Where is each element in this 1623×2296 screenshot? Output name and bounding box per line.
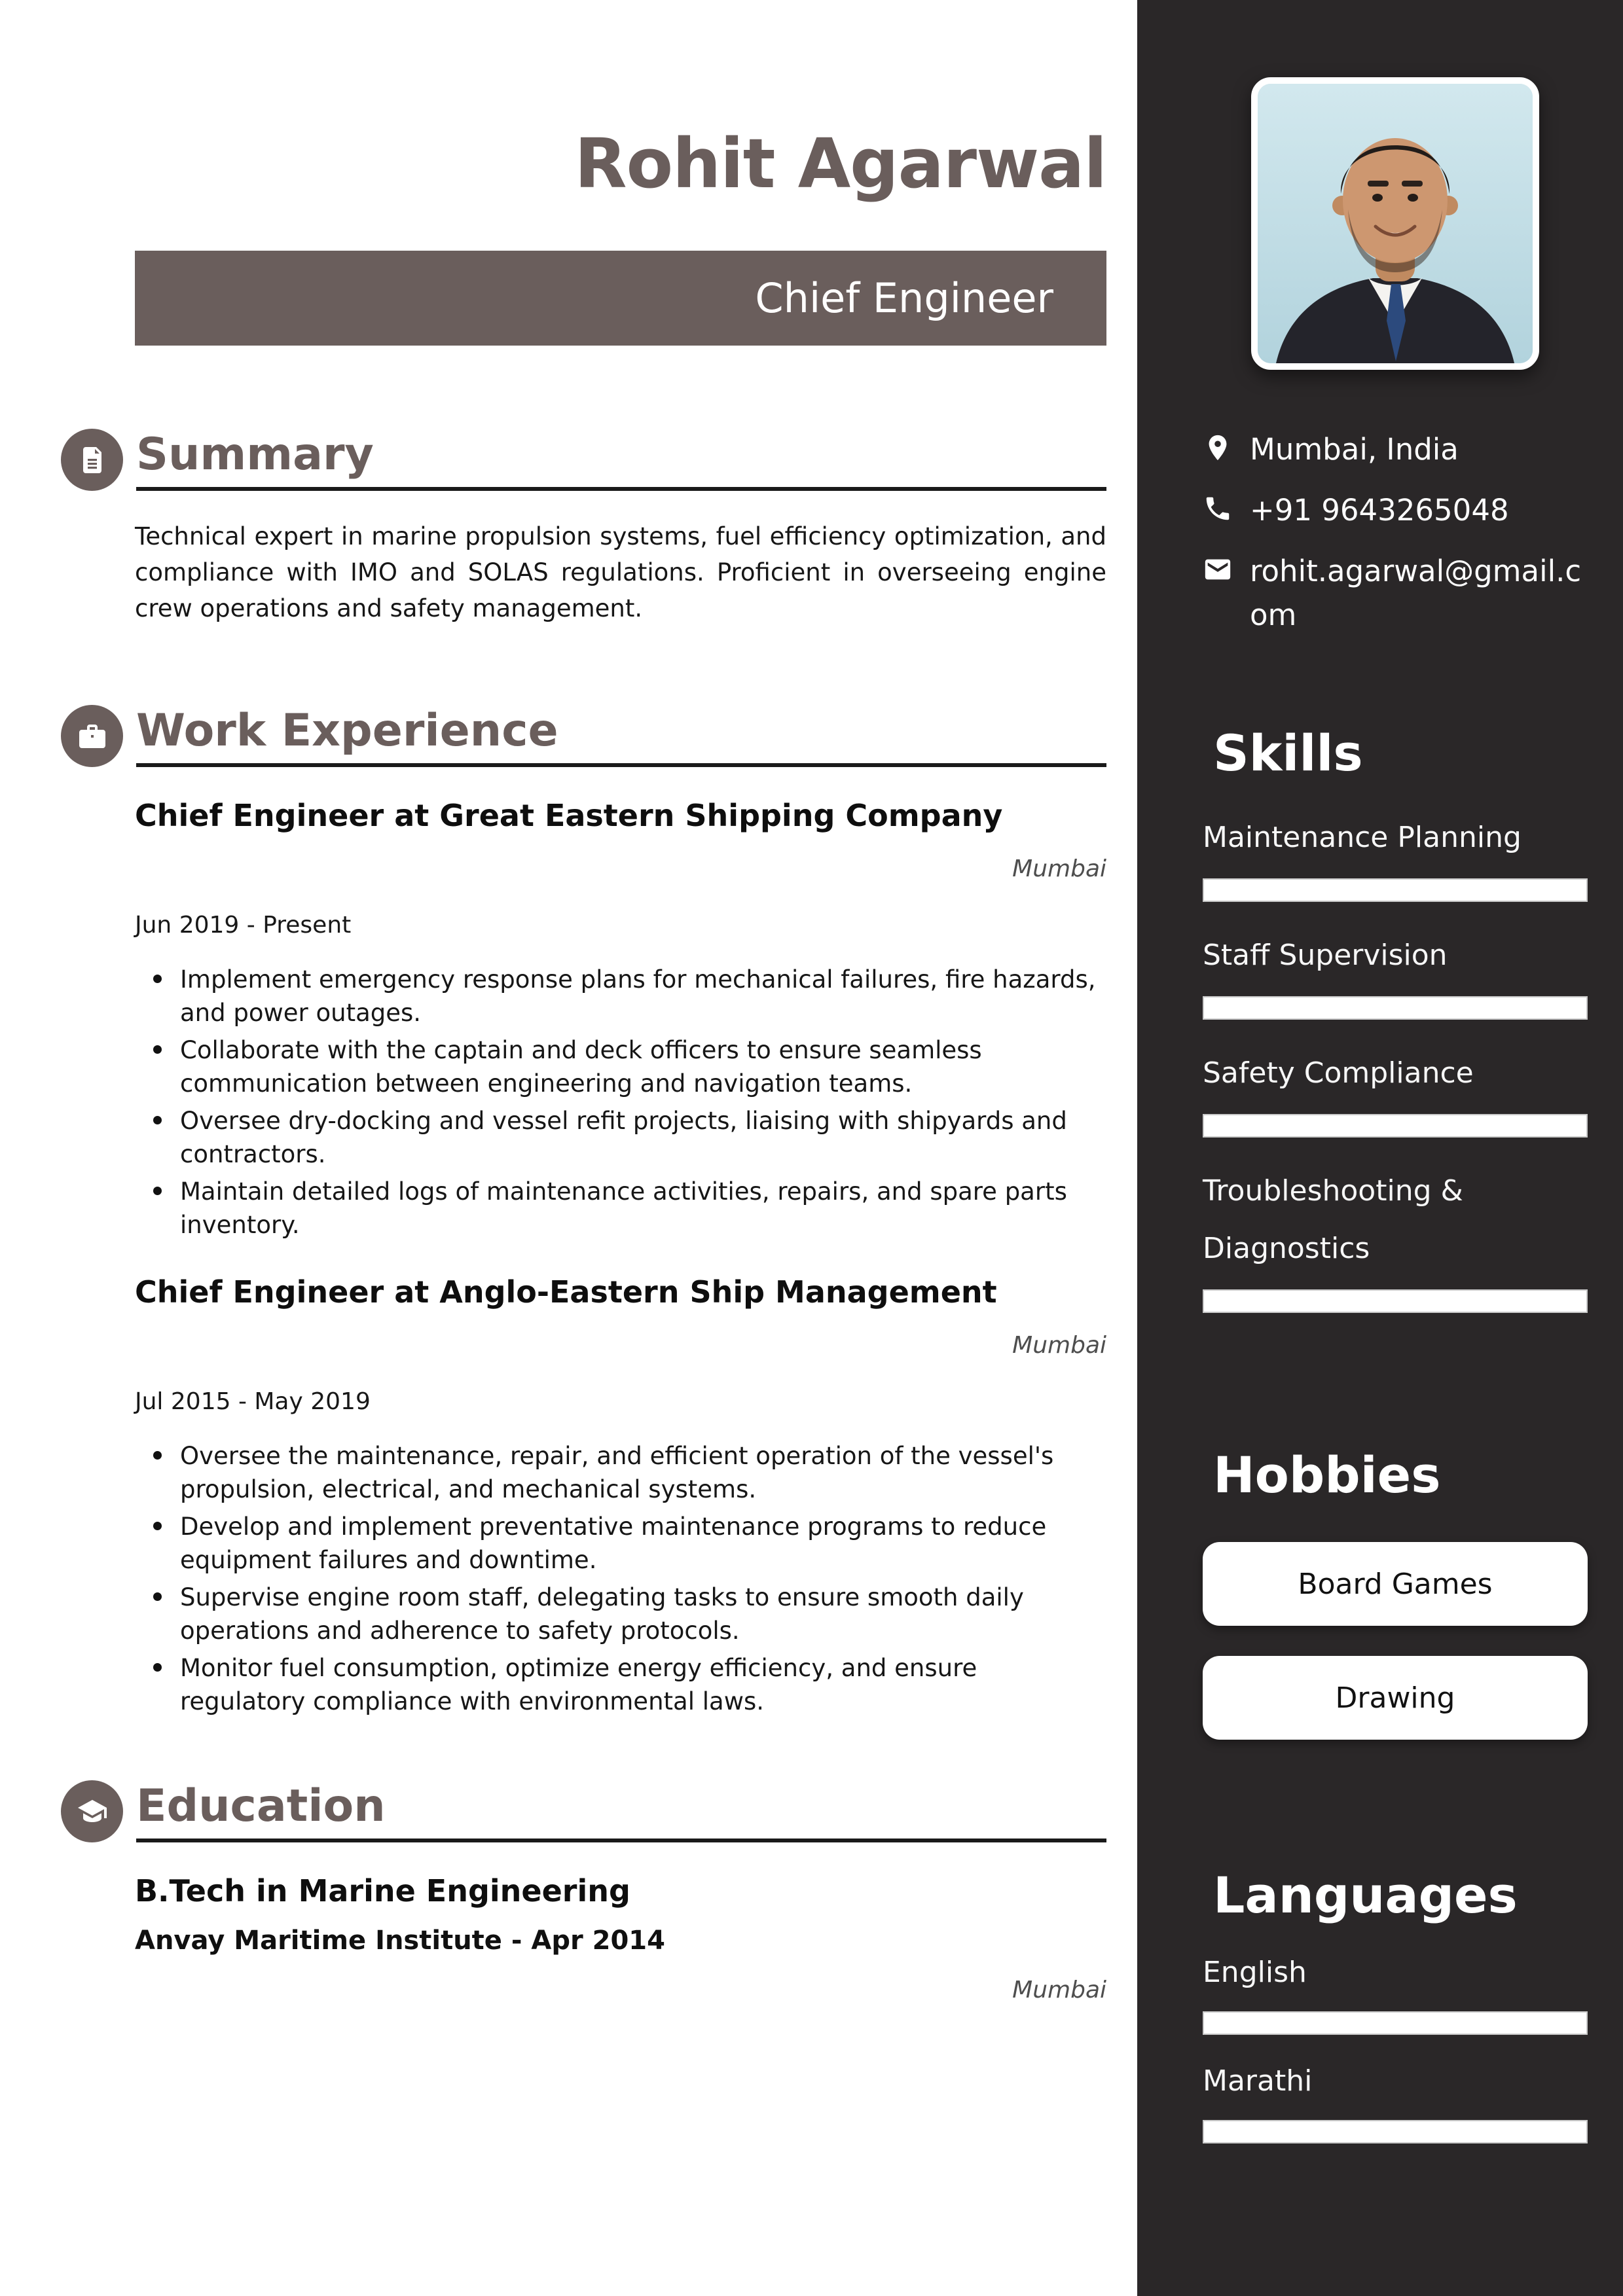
skill-bar: [1203, 1114, 1588, 1138]
skills-heading: Skills: [1213, 724, 1363, 782]
job-bullet: Collaborate with the captain and deck officers to ensure seamless communication between engineering and navigation teams.: [180, 1033, 1106, 1100]
hobby-chip: Drawing: [1203, 1656, 1588, 1740]
skill-item: [1203, 809, 1588, 902]
contact-email-row: [1203, 549, 1588, 637]
language-label: English: [1203, 1956, 1307, 1989]
job-bullet: Supervise engine room staff, delegating tasks to ensure smooth daily operations and adherence to safety protocols.: [180, 1581, 1106, 1647]
job-entry: [135, 797, 1106, 1242]
person-name: Rohit Agarwal: [574, 124, 1106, 204]
work-heading-rule: [136, 706, 1106, 767]
education-heading-rule: [136, 1781, 1106, 1842]
education-heading: Education: [136, 1780, 386, 1832]
job-bullet: Develop and implement preventative maintenance programs to reduce equipment failures and downtime.: [180, 1510, 1106, 1577]
job-dates: Jul 2015 - May 2019: [135, 1388, 371, 1415]
education-institution: Anvay Maritime Institute - Apr 2014: [135, 1926, 665, 1956]
hobbies-heading: Hobbies: [1213, 1446, 1441, 1504]
skill-label: Troubleshooting & Diagnostics: [1203, 1174, 1463, 1265]
phone-icon: [1203, 493, 1233, 524]
education-section-header: [61, 1780, 1106, 1842]
summary-section-header: [61, 429, 1106, 491]
job-location: Mumbai: [1012, 1332, 1106, 1359]
contact-email: rohit.agarwal@gmail.com: [1250, 554, 1582, 632]
job-bullet: Implement emergency response plans for mechanical failures, fire hazards, and power outages.: [180, 963, 1106, 1030]
contact-location-row: [1203, 427, 1588, 471]
job-bullet-list: [135, 1439, 1106, 1718]
document-icon: [61, 429, 123, 491]
profile-photo: [1251, 77, 1539, 370]
contact-phone: +91 9643265048: [1250, 493, 1509, 528]
graduation-cap-icon: [61, 1780, 123, 1842]
summary-heading-rule: [136, 429, 1106, 491]
job-title: Chief Engineer at Great Eastern Shipping Company: [135, 798, 1003, 833]
education-location: Mumbai: [1012, 1977, 1106, 2003]
role-banner: [135, 251, 1106, 346]
skill-bar: [1203, 996, 1588, 1020]
work-section-header: [61, 705, 1106, 767]
languages-heading: Languages: [1213, 1866, 1518, 1924]
job-bullet: Oversee the maintenance, repair, and efficient operation of the vessel's propulsion, electrical, and mechanical systems.: [180, 1439, 1106, 1506]
education-degree: B.Tech in Marine Engineering: [135, 1873, 630, 1909]
job-dates: Jun 2019 - Present: [135, 912, 352, 939]
location-pin-icon: [1203, 433, 1233, 463]
skill-item: [1203, 1045, 1588, 1138]
language-label: Marathi: [1203, 2064, 1313, 2098]
language-bar: [1203, 2011, 1588, 2035]
summary-text: Technical expert in marine propulsion systems, fuel efficiency optimization, and compliance with IMO and SOLAS regulations. Proficient in overseeing engine crew operations and safety management.: [135, 522, 1106, 622]
skill-item: [1203, 1162, 1588, 1313]
summary-heading: Summary: [136, 429, 374, 480]
skill-item: [1203, 927, 1588, 1020]
role-title: Chief Engineer: [755, 274, 1053, 322]
contact-location: Mumbai, India: [1250, 432, 1459, 467]
language-bar: [1203, 2120, 1588, 2144]
job-bullet-list: [135, 963, 1106, 1242]
briefcase-icon: [61, 705, 123, 767]
skill-bar: [1203, 878, 1588, 902]
envelope-icon: [1203, 554, 1233, 584]
hobby-chip: Board Games: [1203, 1542, 1588, 1626]
skill-bar: [1203, 1289, 1588, 1313]
job-bullet: Oversee dry-docking and vessel refit projects, liaising with shipyards and contractors.: [180, 1104, 1106, 1171]
job-entry: [135, 1273, 1106, 1718]
language-item: [1203, 1951, 1588, 2035]
job-bullet: Maintain detailed logs of maintenance activities, repairs, and spare parts inventory.: [180, 1175, 1106, 1242]
contact-info: [1203, 427, 1588, 637]
work-heading: Work Experience: [136, 705, 558, 757]
language-item: [1203, 2060, 1588, 2144]
job-location: Mumbai: [1012, 855, 1106, 882]
sidebar: [1137, 0, 1623, 2296]
skill-label: Staff Supervision: [1203, 939, 1448, 972]
job-title: Chief Engineer at Anglo-Eastern Ship Management: [135, 1274, 997, 1310]
skill-label: Safety Compliance: [1203, 1056, 1474, 1090]
contact-phone-row: [1203, 488, 1588, 532]
job-bullet: Monitor fuel consumption, optimize energy efficiency, and ensure regulatory compliance with environmental laws.: [180, 1651, 1106, 1718]
skill-label: Maintenance Planning: [1203, 821, 1522, 854]
